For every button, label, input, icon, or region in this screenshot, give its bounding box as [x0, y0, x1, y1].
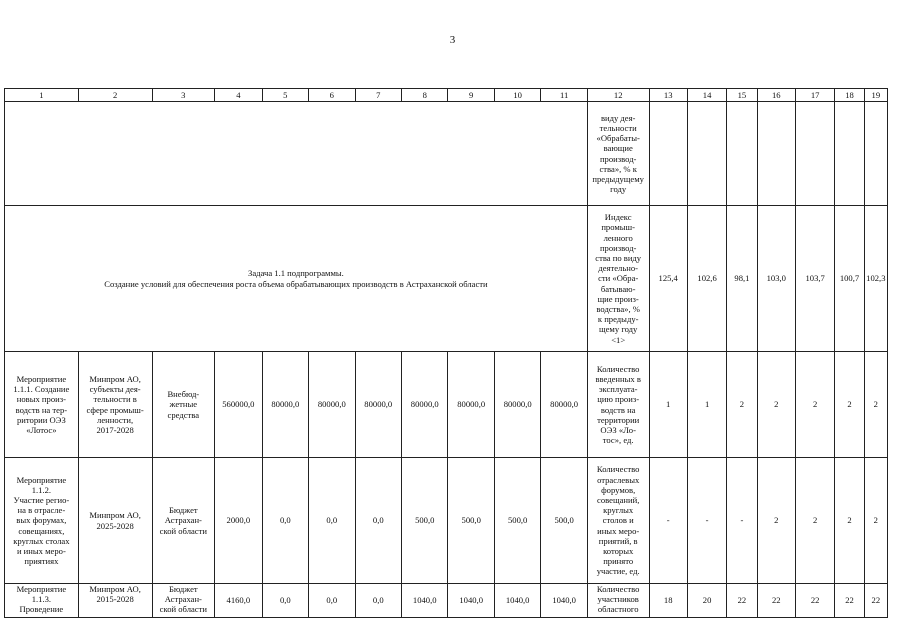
executor-cell: Минпром АО, 2025-2028 [78, 458, 152, 584]
measure-row [5, 584, 888, 618]
column-number-cell: 12 [587, 89, 649, 102]
column-number-cell: 7 [355, 89, 401, 102]
finance-cell: 0,0 [309, 584, 355, 618]
finance-cell: 1040,0 [494, 584, 540, 618]
value-cell: 103,0 [757, 206, 795, 352]
indicator-cell: Индекс промыш- ленного производ- ства по виду деятельно- сти «Обра- батываю- щие произ- водства», % к предыду- щему году <1> [587, 206, 649, 352]
source-cell: Бюджет Астрахан- ской области [152, 458, 215, 584]
value-cell: 102,3 [864, 206, 887, 352]
finance-cell: 80000,0 [355, 352, 401, 458]
finance-cell: 80000,0 [494, 352, 540, 458]
column-number-cell: 16 [757, 89, 795, 102]
finance-cell: 0,0 [355, 458, 401, 584]
program-table [4, 88, 888, 618]
finance-cell: 0,0 [262, 584, 308, 618]
column-number-cell: 18 [835, 89, 864, 102]
value-cell: 22 [795, 584, 834, 618]
value-cell: 102,6 [687, 206, 726, 352]
value-cell: 2 [864, 352, 887, 458]
column-number-cell: 17 [795, 89, 834, 102]
finance-cell: 500,0 [448, 458, 494, 584]
finance-cell: 0,0 [355, 584, 401, 618]
value-cell: 103,7 [795, 206, 834, 352]
value-cell: - [727, 458, 757, 584]
task-subtitle: Создание условий для обеспечения роста объема обрабатывающих производств в Астраханской области [104, 278, 488, 289]
column-number-cell: 14 [687, 89, 726, 102]
column-number-cell: 3 [152, 89, 215, 102]
task-row [5, 206, 888, 352]
column-number-cell: 13 [649, 89, 687, 102]
value-cell: - [687, 458, 726, 584]
finance-cell: 500,0 [402, 458, 448, 584]
column-number-cell: 9 [448, 89, 494, 102]
value-cell: 2 [864, 458, 887, 584]
finance-cell: 500,0 [541, 458, 587, 584]
finance-cell: 0,0 [309, 458, 355, 584]
column-number-cell: 6 [309, 89, 355, 102]
indicator-cell: виду дея- тельности «Обрабаты- вающие производ- ства», % к предыдущему году [587, 102, 649, 206]
value-cell: 125,4 [649, 206, 687, 352]
finance-cell: 0,0 [262, 458, 308, 584]
finance-cell: 1040,0 [402, 584, 448, 618]
value-cell: 98,1 [727, 206, 757, 352]
column-number-row [5, 89, 888, 102]
value-cell: 2 [795, 458, 834, 584]
value-cell: 22 [864, 584, 887, 618]
finance-cell: 80000,0 [262, 352, 308, 458]
column-number-cell: 10 [494, 89, 540, 102]
indicator-cell: Количество отраслевых форумов, совещаний, круглых столов и иных меро- приятий, в которых принято участие, ед. [587, 458, 649, 584]
value-cell: 18 [649, 584, 687, 618]
measure-row [5, 458, 888, 584]
empty-cell [5, 102, 588, 206]
column-number-cell: 19 [864, 89, 887, 102]
measure-row [5, 352, 888, 458]
task-title: Задача 1.1 подпрограммы. [248, 268, 344, 279]
value-cell: 1 [649, 352, 687, 458]
measure-cell: Мероприятие 1.1.3. Проведение [5, 584, 79, 618]
finance-cell: 1040,0 [541, 584, 587, 618]
column-number-cell: 15 [727, 89, 757, 102]
column-number-cell: 11 [541, 89, 587, 102]
finance-cell: 1040,0 [448, 584, 494, 618]
finance-cell: 560000,0 [215, 352, 262, 458]
measure-cell: Мероприятие 1.1.1. Создание новых произ- водств на тер- ритории ОЭЗ «Лотос» [5, 352, 79, 458]
indicator-cell: Количество участников областного [587, 584, 649, 618]
column-number-cell: 4 [215, 89, 262, 102]
value-cell: 2 [757, 458, 795, 584]
value-cell: 20 [687, 584, 726, 618]
finance-cell: 2000,0 [215, 458, 262, 584]
finance-cell: 4160,0 [215, 584, 262, 618]
indicator-cell: Количество введенных в эксплуата- цию произ- водств на территории ОЭЗ «Ло- тос», ед. [587, 352, 649, 458]
page-number: 3 [449, 34, 456, 46]
finance-cell: 80000,0 [309, 352, 355, 458]
column-number-cell: 1 [5, 89, 79, 102]
value-cell: 1 [687, 352, 726, 458]
value-cell: 22 [757, 584, 795, 618]
executor-cell: Минпром АО, 2015-2028 [78, 584, 152, 618]
finance-cell: 500,0 [494, 458, 540, 584]
value-cell: 2 [727, 352, 757, 458]
value-cell: 22 [835, 584, 864, 618]
column-number-cell: 2 [78, 89, 152, 102]
continued-indicator-row [5, 102, 888, 206]
value-cell: 2 [835, 352, 864, 458]
column-number-cell: 8 [402, 89, 448, 102]
measure-cell: Мероприятие 1.1.2. Участие регио- на в отрасле- вых форумах, совещаниях, круглых столах и иных меро- приятиях [5, 458, 79, 584]
value-cell: 22 [727, 584, 757, 618]
value-cell: - [649, 458, 687, 584]
value-cell: 100,7 [835, 206, 864, 352]
value-cell: 2 [757, 352, 795, 458]
source-cell: Внебюд- жетные средства [152, 352, 215, 458]
value-cell: 2 [795, 352, 834, 458]
finance-cell: 80000,0 [402, 352, 448, 458]
finance-cell: 80000,0 [541, 352, 587, 458]
executor-cell: Минпром АО, субъекты дея- тельности в сфере промыш- ленности, 2017-2028 [78, 352, 152, 458]
source-cell: Бюджет Астрахан- ской области [152, 584, 215, 618]
finance-cell: 80000,0 [448, 352, 494, 458]
column-number-cell: 5 [262, 89, 308, 102]
value-cell: 2 [835, 458, 864, 584]
task-heading-cell [5, 206, 588, 352]
